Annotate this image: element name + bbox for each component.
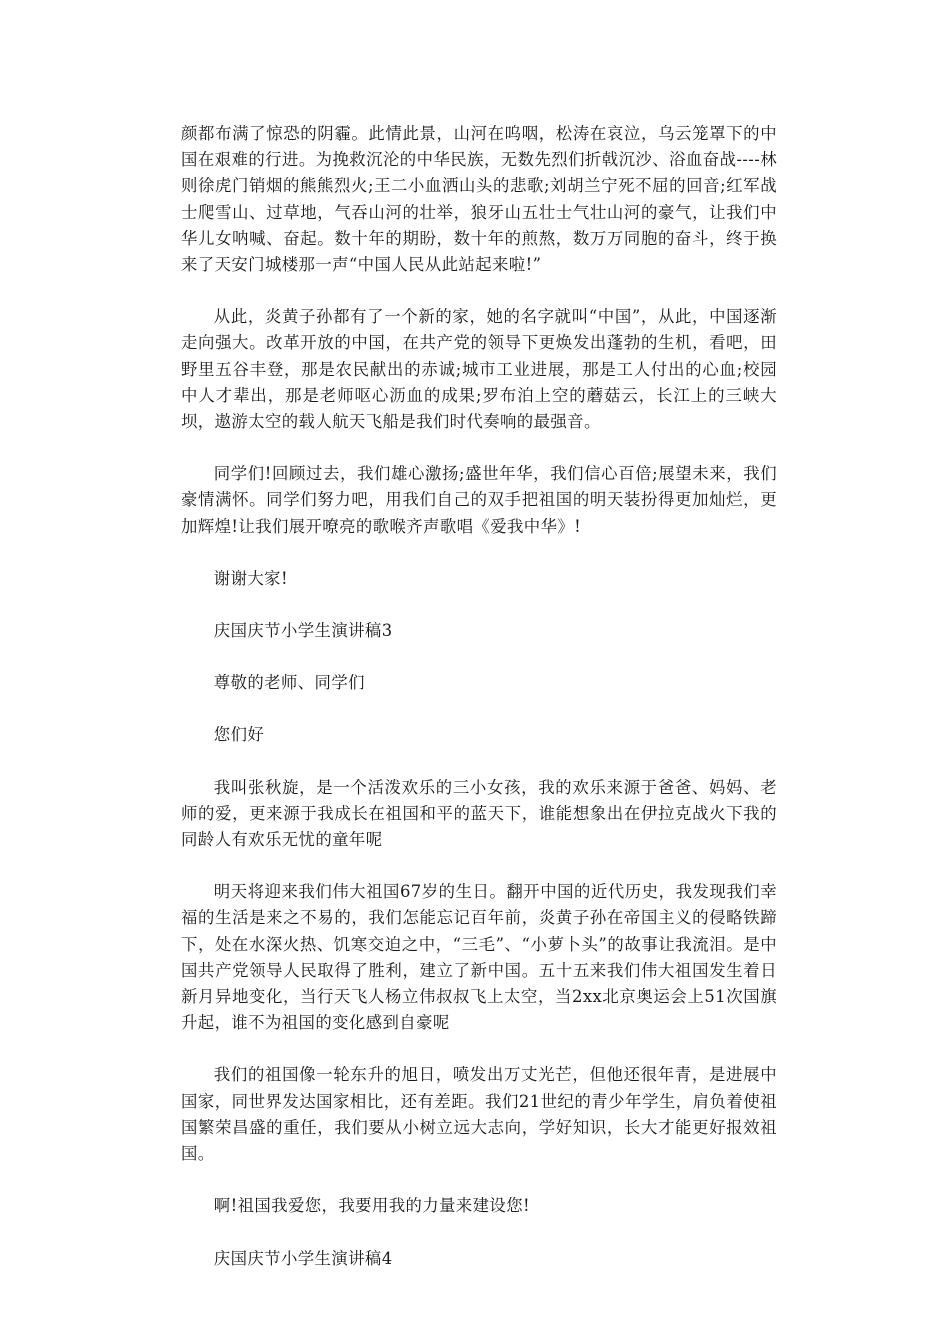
paragraph-exclaim: 啊!祖国我爱您，我要用我的力量来建设您! — [213, 1196, 531, 1216]
paragraph-2: 从此，炎黄子孙都有了一个新的家，她的名字就叫“中国”，从此，中国逐渐走向强大。改革开放的中国，在共产党的领导下更焕发出蓬勃的生机，看吧，田野里五谷丰登，那是农民献出的赤诚;城市工业进展，那是工人付出的心血;校园中人才辈出，那是老师呕心沥血的成果;罗布泊上空的蘑菇云，长江上的三峡大坝，遨游太空的载人航天飞船是我们时代奏响的最强音。 — [181, 307, 777, 432]
speech-title-4: 庆国庆节小学生演讲稿4 — [213, 1248, 393, 1268]
speech-title-3: 庆国庆节小学生演讲稿3 — [213, 621, 393, 641]
paragraph-thanks: 谢谢大家! — [213, 568, 288, 588]
greeting: 您们好 — [213, 725, 265, 745]
paragraph-3: 同学们!回顾过去，我们雄心激扬;盛世年华，我们信心百倍;展望未来，我们豪情满怀。同学们努力吧，用我们自己的双手把祖国的明天装扮得更加灿烂，更加辉煌!让我们展开嘹亮的歌喉齐声歌唱《爱我中华》! — [181, 464, 777, 536]
paragraph-history: 明天将迎来我们伟大祖国67岁的生日。翻开中国的近代历史，我发现我们幸福的生活是来之不易的，我们怎能忘记百年前，炎黄子孙在帝国主义的侵略铁蹄下，处在水深火热、饥寒交迫之中，“三毛”、“小萝卜头”的故事让我流泪。是中国共产党领导人民取得了胜利，建立了新中国。五十五来我们伟大祖国发生着日新月异地变化，当行天飞人杨立伟叔叔飞上太空，当2xx北京奥运会上51次国旗升起，谁不为祖国的变化感到自豪呢 — [181, 882, 777, 1033]
paragraph-future: 我们的祖国像一轮东升的旭日，喷发出万丈光芒，但他还很年青，是进展中国家，同世界发达国家相比，还有差距。我们21世纪的青少年学生，肩负着使祖国繁荣昌盛的重任，我们要从小树立远大志向，学好知识，长大才能更好报效祖国。 — [181, 1065, 777, 1164]
salutation: 尊敬的老师、同学们 — [213, 673, 365, 693]
paragraph-intro: 我叫张秋旋，是一个活泼欢乐的三小女孩，我的欢乐来源于爸爸、妈妈、老师的爱，更来源于我成长在祖国和平的蓝天下，谁能想象出在伊拉克战火下我的同龄人有欢乐无忧的童年呢 — [181, 777, 777, 850]
paragraph-1: 颜都布满了惊恐的阴霾。此情此景，山河在呜咽，松涛在哀泣，乌云笼罩下的中国在艰难的行进。为挽救沉沦的中华民族，无数先烈们折戟沉沙、浴血奋战----林则徐虎门销烟的熊熊烈火;王二小血洒山头的悲歌;刘胡兰宁死不屈的回音;红军战士爬雪山、过草地，气吞山河的壮举，狼牙山五壮士气壮山河的豪气，让我们中华儿女呐喊、奋起。数十年的期盼，数十年的煎熬，数万万同胞的奋斗，终于换来了天安门城楼那一声“中国人民从此站起来啦!” — [181, 124, 777, 275]
document-page — [181, 121, 777, 1298]
